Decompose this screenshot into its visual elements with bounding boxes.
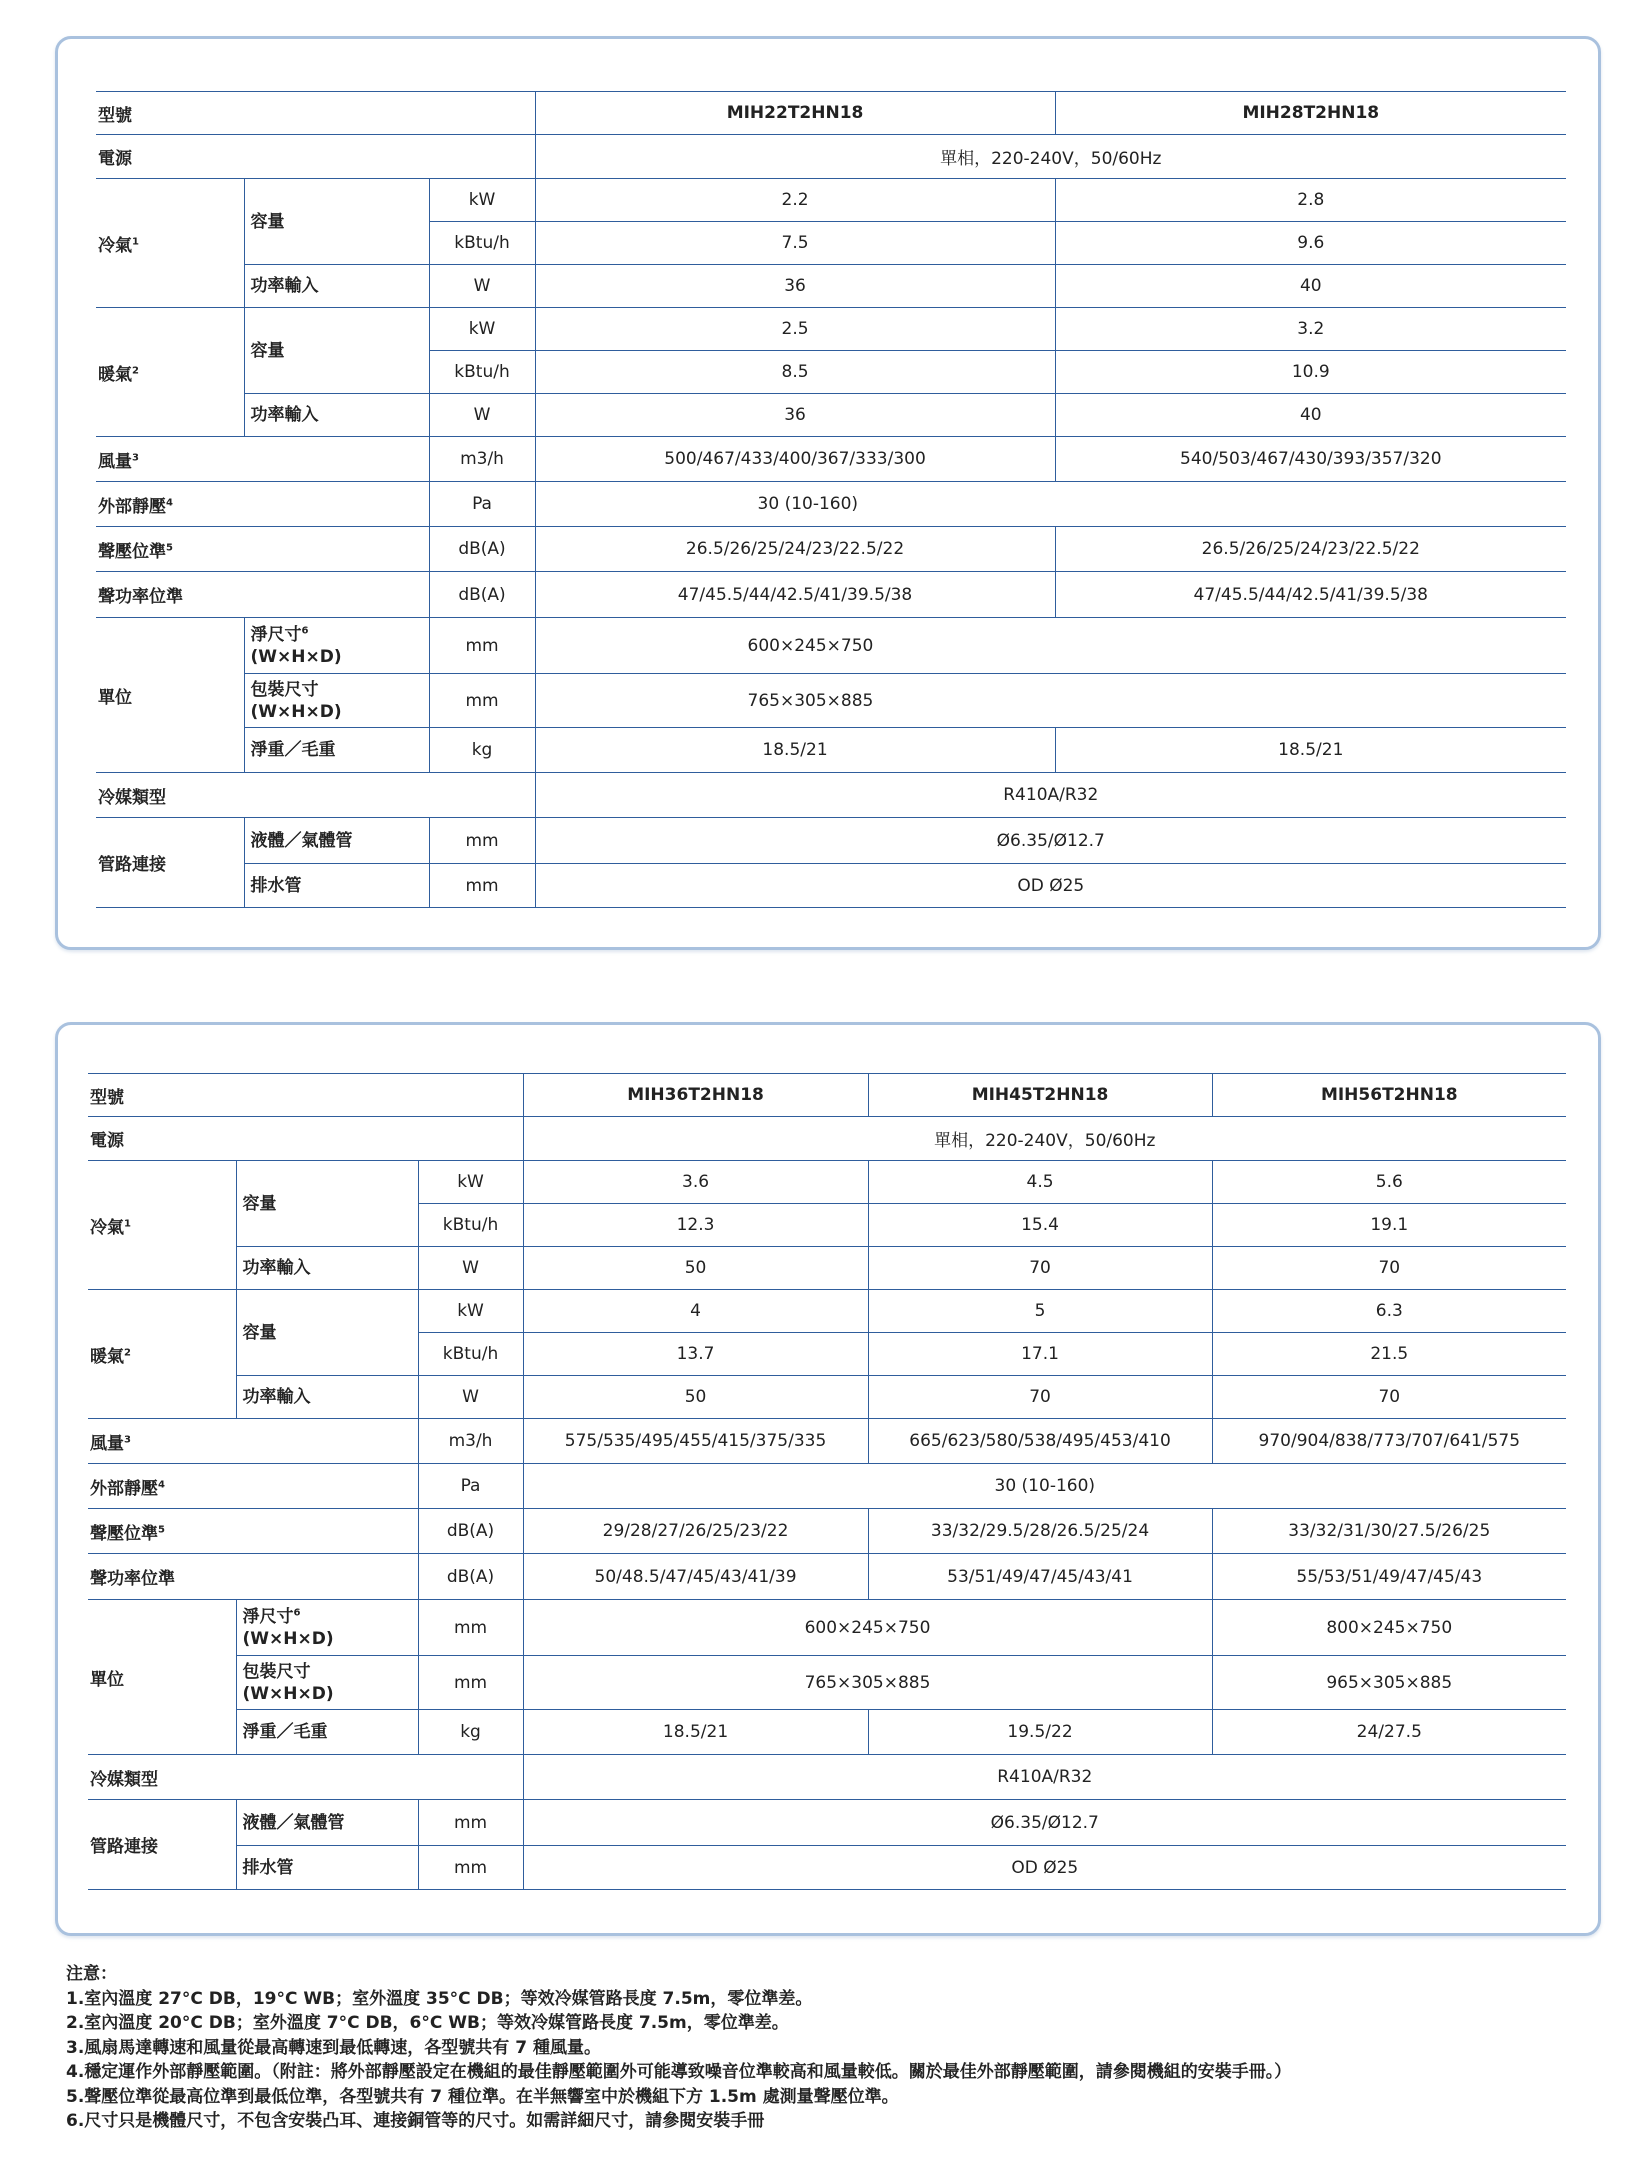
weight-label: 淨重／毛重	[244, 728, 429, 773]
unit-m3h: m3/h	[429, 437, 535, 482]
table-row	[96, 482, 1566, 527]
table-row	[88, 1656, 1566, 1710]
model-label: 型號	[96, 92, 535, 135]
table-row	[96, 135, 1566, 179]
cell: 3.2	[1055, 308, 1566, 351]
drain-label: 排水管	[236, 1846, 418, 1890]
table-row	[88, 1600, 1566, 1656]
cell: 9.6	[1055, 222, 1566, 265]
pack-dim-label: 包裝尺寸 (W×H×D)	[244, 674, 429, 728]
cell: 600×245×750	[523, 1600, 1212, 1656]
cell: 70	[868, 1247, 1212, 1290]
table-row	[88, 1509, 1566, 1554]
table-row	[88, 1710, 1566, 1755]
table-row	[96, 308, 1566, 351]
cell: 26.5/26/25/24/23/22.5/22	[535, 527, 1055, 572]
cooling-label: 冷氣$^1$	[96, 179, 244, 308]
unit-mm: mm	[429, 618, 535, 674]
table-row	[88, 1247, 1566, 1290]
cell: R410A/R32	[535, 773, 1566, 818]
table-row	[88, 1755, 1566, 1800]
unit-kbtu: kBtu/h	[429, 351, 535, 394]
unit-kw: kW	[418, 1290, 523, 1333]
table-row	[96, 527, 1566, 572]
net-dim-label: 淨尺寸$^6$ (W×H×D)	[244, 618, 429, 674]
piping-label: 管路連接	[96, 818, 244, 908]
unit-dba: dB(A)	[429, 527, 535, 572]
cell: 18.5/21	[1055, 728, 1566, 773]
cell: 33/32/29.5/28/26.5/25/24	[868, 1509, 1212, 1554]
liquid-gas-label: 液體／氣體管	[244, 818, 429, 864]
unit-mm: mm	[418, 1656, 523, 1710]
cell: Ø6.35/Ø12.7	[523, 1800, 1566, 1846]
unit-mm: mm	[429, 864, 535, 908]
cell: 53/51/49/47/45/43/41	[868, 1554, 1212, 1600]
capacity-label: 容量	[244, 308, 429, 394]
airflow-label: 風量$^3$	[96, 437, 429, 482]
capacity-label: 容量	[236, 1290, 418, 1376]
power-supply-value: 單相，220-240V，50/60Hz	[535, 135, 1566, 179]
cell: 970/904/838/773/707/641/575	[1212, 1419, 1566, 1464]
esp-label: 外部靜壓$^4$	[96, 482, 429, 527]
cell: 500/467/433/400/367/333/300	[535, 437, 1055, 482]
note-item: 4.穩定運作外部靜壓範圍。（附註：將外部靜壓設定在機組的最佳靜壓範圍外可能導致噪音位準較高和風量較低。關於最佳外部靜壓範圍，請參閱機組的安裝手冊。）	[66, 2062, 1292, 2082]
cell: 765×305×885	[523, 1656, 1212, 1710]
cell: 7.5	[535, 222, 1055, 265]
liquid-gas-label: 液體／氣體管	[236, 1800, 418, 1846]
cell: 21.5	[1212, 1333, 1566, 1376]
cell: 4.5	[868, 1161, 1212, 1204]
refrigerant-label: 冷媒類型	[88, 1755, 523, 1800]
unit-kw: kW	[418, 1161, 523, 1204]
cell: 2.8	[1055, 179, 1566, 222]
heating-label: 暖氣$^2$	[96, 308, 244, 437]
cell: 5	[868, 1290, 1212, 1333]
cell: 30 (10-160)	[535, 482, 1566, 527]
note-item: 2.室內溫度 20°C DB；室外溫度 7°C DB，6°C WB；等效冷媒管路長度 7.5m，零位準差。	[66, 2013, 789, 2033]
cell: R410A/R32	[523, 1755, 1566, 1800]
unit-kbtu: kBtu/h	[418, 1204, 523, 1247]
table-row	[96, 773, 1566, 818]
cell: OD Ø25	[523, 1846, 1566, 1890]
capacity-label: 容量	[236, 1161, 418, 1247]
cell: 50	[523, 1247, 868, 1290]
table-row	[96, 265, 1566, 308]
power-input-label: 功率輸入	[236, 1376, 418, 1419]
note-item: 5.聲壓位準從最高位準到最低位準，各型號共有 7 種位準。在半無響室中於機組下方 1.5m 處測量聲壓位準。	[66, 2086, 899, 2107]
cell: 18.5/21	[523, 1710, 868, 1755]
weight-label: 淨重／毛重	[236, 1710, 418, 1755]
unit-mm: mm	[429, 818, 535, 864]
model-name: MIH56T2HN18	[1212, 1074, 1566, 1117]
cell: 55/53/51/49/47/45/43	[1212, 1554, 1566, 1600]
table-row	[96, 394, 1566, 437]
cell: 2.2	[535, 179, 1055, 222]
table-row	[88, 1074, 1566, 1117]
power-input-label: 功率輸入	[236, 1247, 418, 1290]
note-item: 6.尺寸只是機體尺寸，不包含安裝凸耳、連接銅管等的尺寸。如需詳細尺寸，請參閱安裝手冊	[66, 2111, 765, 2131]
cell: 6.3	[1212, 1290, 1566, 1333]
cell: 800×245×750	[1212, 1600, 1566, 1656]
cell: 4	[523, 1290, 868, 1333]
cell: 19.1	[1212, 1204, 1566, 1247]
cell: 40	[1055, 394, 1566, 437]
notes-title: 注意：	[66, 1964, 117, 1984]
cell: 765×305×885	[535, 674, 1566, 728]
spl-label: 聲壓位準$^5$	[88, 1509, 418, 1554]
cell: 33/32/31/30/27.5/26/25	[1212, 1509, 1566, 1554]
unit-mm: mm	[418, 1800, 523, 1846]
notes-section	[66, 1962, 1626, 2134]
pack-dim-label: 包裝尺寸 (W×H×D)	[236, 1656, 418, 1710]
table-row	[88, 1554, 1566, 1600]
cell: 70	[868, 1376, 1212, 1419]
cell: 30 (10-160)	[523, 1464, 1566, 1509]
cell: 600×245×750	[535, 618, 1566, 674]
unit-dba: dB(A)	[418, 1509, 523, 1554]
spec-panel-2	[55, 1022, 1601, 1936]
unit-kw: kW	[429, 179, 535, 222]
airflow-label: 風量$^3$	[88, 1419, 418, 1464]
drain-label: 排水管	[244, 864, 429, 908]
unit-kg: kg	[418, 1710, 523, 1755]
table-row	[88, 1464, 1566, 1509]
power-supply-value: 單相，220-240V，50/60Hz	[523, 1117, 1566, 1161]
cell: 29/28/27/26/25/23/22	[523, 1509, 868, 1554]
unit-mm: mm	[429, 674, 535, 728]
unit-kg: kg	[429, 728, 535, 773]
table-row	[88, 1117, 1566, 1161]
cell: 40	[1055, 265, 1566, 308]
cell: 665/623/580/538/495/453/410	[868, 1419, 1212, 1464]
table-row	[88, 1290, 1566, 1333]
note-item: 1.室內溫度 27°C DB，19°C WB；室外溫度 35°C DB；等效冷媒管路長度 7.5m，零位準差。	[66, 1988, 813, 2009]
model-name: MIH28T2HN18	[1055, 92, 1566, 135]
cell: 26.5/26/25/24/23/22.5/22	[1055, 527, 1566, 572]
unit-dba: dB(A)	[429, 572, 535, 618]
refrigerant-label: 冷媒類型	[96, 773, 535, 818]
unit-mm: mm	[418, 1846, 523, 1890]
cell: 36	[535, 394, 1055, 437]
table-row	[96, 92, 1566, 135]
swl-label: 聲功率位準	[96, 572, 429, 618]
cell: 540/503/467/430/393/357/320	[1055, 437, 1566, 482]
capacity-label: 容量	[244, 179, 429, 265]
unit-w: W	[418, 1376, 523, 1419]
table-row	[96, 572, 1566, 618]
table-row	[96, 818, 1566, 864]
unit-pa: Pa	[418, 1464, 523, 1509]
cell: 47/45.5/44/42.5/41/39.5/38	[1055, 572, 1566, 618]
unit-w: W	[429, 394, 535, 437]
spl-label: 聲壓位準$^5$	[96, 527, 429, 572]
table-row	[96, 618, 1566, 674]
unit-pa: Pa	[429, 482, 535, 527]
power-label: 電源	[96, 135, 535, 179]
cell: 3.6	[523, 1161, 868, 1204]
model-name: MIH22T2HN18	[535, 92, 1055, 135]
heating-label: 暖氣$^2$	[88, 1290, 236, 1419]
note-item: 3.風扇馬達轉速和風量從最高轉速到最低轉速，各型號共有 7 種風量。	[66, 2037, 601, 2058]
unit-mm: mm	[418, 1600, 523, 1656]
table-row	[88, 1800, 1566, 1846]
table-row	[88, 1376, 1566, 1419]
spec-panel-1	[55, 36, 1601, 950]
cell: 5.6	[1212, 1161, 1566, 1204]
cell: 36	[535, 265, 1055, 308]
unit-kw: kW	[429, 308, 535, 351]
cell: Ø6.35/Ø12.7	[535, 818, 1566, 864]
table-row	[96, 674, 1566, 728]
cell: 18.5/21	[535, 728, 1055, 773]
cell: 10.9	[1055, 351, 1566, 394]
power-label: 電源	[88, 1117, 523, 1161]
unit-w: W	[418, 1247, 523, 1290]
cell: 575/535/495/455/415/375/335	[523, 1419, 868, 1464]
table-row	[96, 864, 1566, 908]
model-name: MIH45T2HN18	[868, 1074, 1212, 1117]
cell: 12.3	[523, 1204, 868, 1247]
unit-label: 單位	[96, 618, 244, 773]
unit-m3h: m3/h	[418, 1419, 523, 1464]
unit-kbtu: kBtu/h	[418, 1333, 523, 1376]
spec-table-1	[96, 91, 1566, 908]
cell: 70	[1212, 1376, 1566, 1419]
table-row	[96, 728, 1566, 773]
esp-label: 外部靜壓$^4$	[88, 1464, 418, 1509]
cell: 15.4	[868, 1204, 1212, 1247]
table-row	[88, 1846, 1566, 1890]
cell: OD Ø25	[535, 864, 1566, 908]
table-row	[96, 437, 1566, 482]
unit-label: 單位	[88, 1600, 236, 1755]
unit-w: W	[429, 265, 535, 308]
table-row	[88, 1419, 1566, 1464]
cell: 70	[1212, 1247, 1566, 1290]
cell: 8.5	[535, 351, 1055, 394]
cell: 47/45.5/44/42.5/41/39.5/38	[535, 572, 1055, 618]
cell: 2.5	[535, 308, 1055, 351]
model-label: 型號	[88, 1074, 523, 1117]
cell: 19.5/22	[868, 1710, 1212, 1755]
table-row	[96, 179, 1566, 222]
cell: 50/48.5/47/45/43/41/39	[523, 1554, 868, 1600]
cell: 13.7	[523, 1333, 868, 1376]
net-dim-label: 淨尺寸$^6$ (W×H×D)	[236, 1600, 418, 1656]
power-input-label: 功率輸入	[244, 394, 429, 437]
cell: 50	[523, 1376, 868, 1419]
cooling-label: 冷氣$^1$	[88, 1161, 236, 1290]
table-row	[88, 1161, 1566, 1204]
piping-label: 管路連接	[88, 1800, 236, 1890]
spec-table-2	[88, 1073, 1566, 1890]
swl-label: 聲功率位準	[88, 1554, 418, 1600]
cell: 17.1	[868, 1333, 1212, 1376]
cell: 965×305×885	[1212, 1656, 1566, 1710]
power-input-label: 功率輸入	[244, 265, 429, 308]
unit-kbtu: kBtu/h	[429, 222, 535, 265]
model-name: MIH36T2HN18	[523, 1074, 868, 1117]
unit-dba: dB(A)	[418, 1554, 523, 1600]
cell: 24/27.5	[1212, 1710, 1566, 1755]
